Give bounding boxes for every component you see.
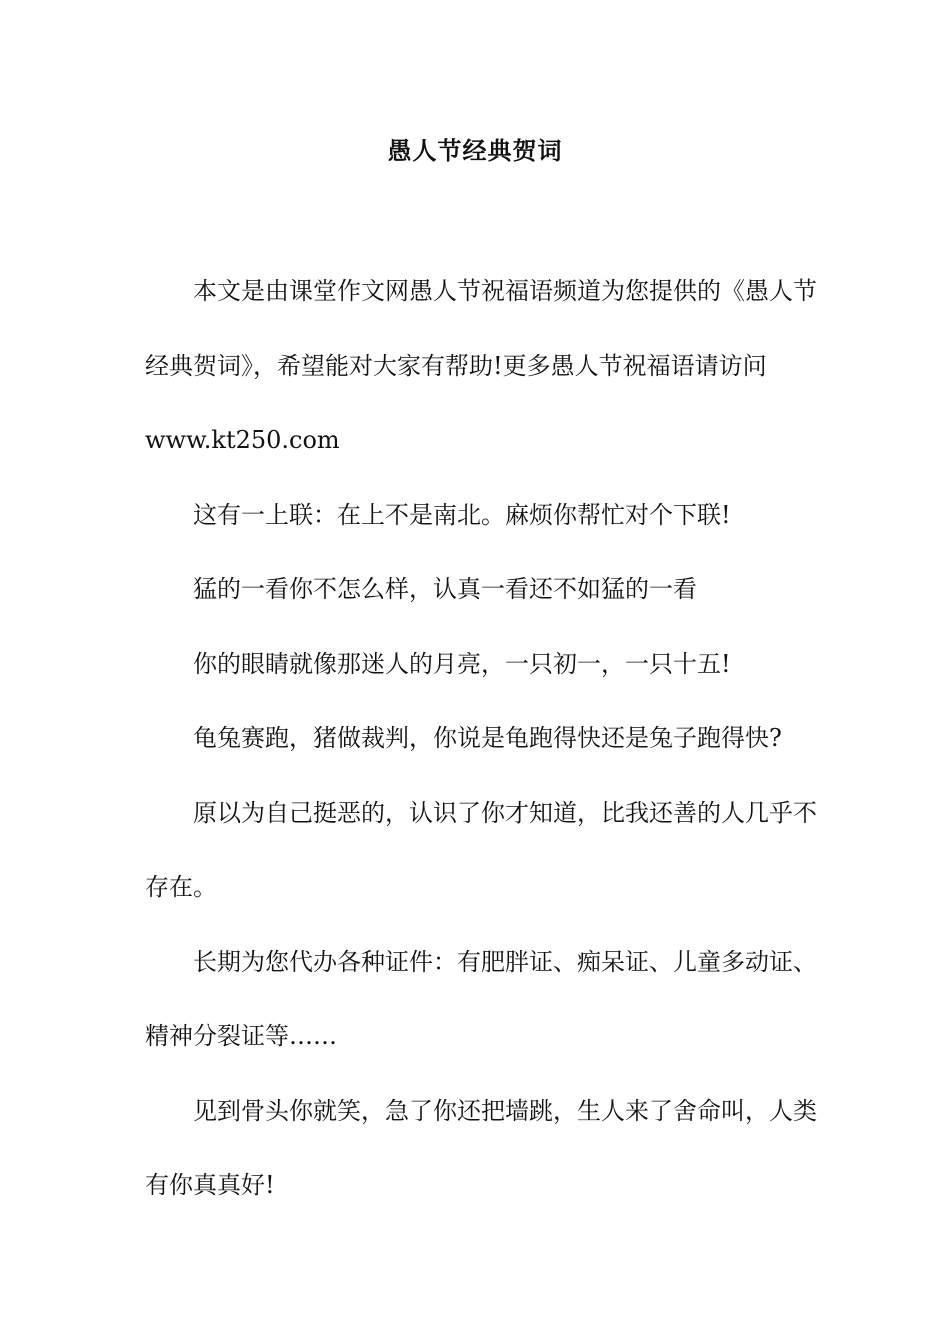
greeting-paragraph: 猛的一看你不怎么样，认真一看还不如猛的一看 [193, 575, 697, 603]
document-title: 愚人节经典贺词 [387, 136, 563, 165]
greeting-paragraph: 龟兔赛跑，猪做裁判，你说是龟跑得快还是兔子跑得快? [193, 724, 782, 752]
greeting-paragraph: 这有一上联：在上不是南北。麻烦你帮忙对个下联! [193, 500, 731, 529]
document-body [145, 254, 825, 1223]
website-url: www.kt250.com [145, 426, 340, 454]
greeting-paragraph: 你的眼睛就像那迷人的月亮，一只初一，一只十五! [193, 649, 731, 678]
greeting-paragraph: 长期为您代办各种证件：有肥胖证、痴呆证、儿童多动证、精神分裂证等…… [145, 947, 817, 1050]
greeting-paragraph: 原以为自己挺恶的，认识了你才知道，比我还善的人几乎不存在。 [145, 798, 817, 901]
greeting-paragraph: 见到骨头你就笑，急了你还把墙跳，生人来了舍命叫，人类有你真真好! [145, 1096, 817, 1199]
intro-paragraph: 本文是由课堂作文网愚人节祝福语频道为您提供的《愚人节经典贺词》，希望能对大家有帮助!更多愚人节祝福语请访问 [145, 277, 817, 380]
